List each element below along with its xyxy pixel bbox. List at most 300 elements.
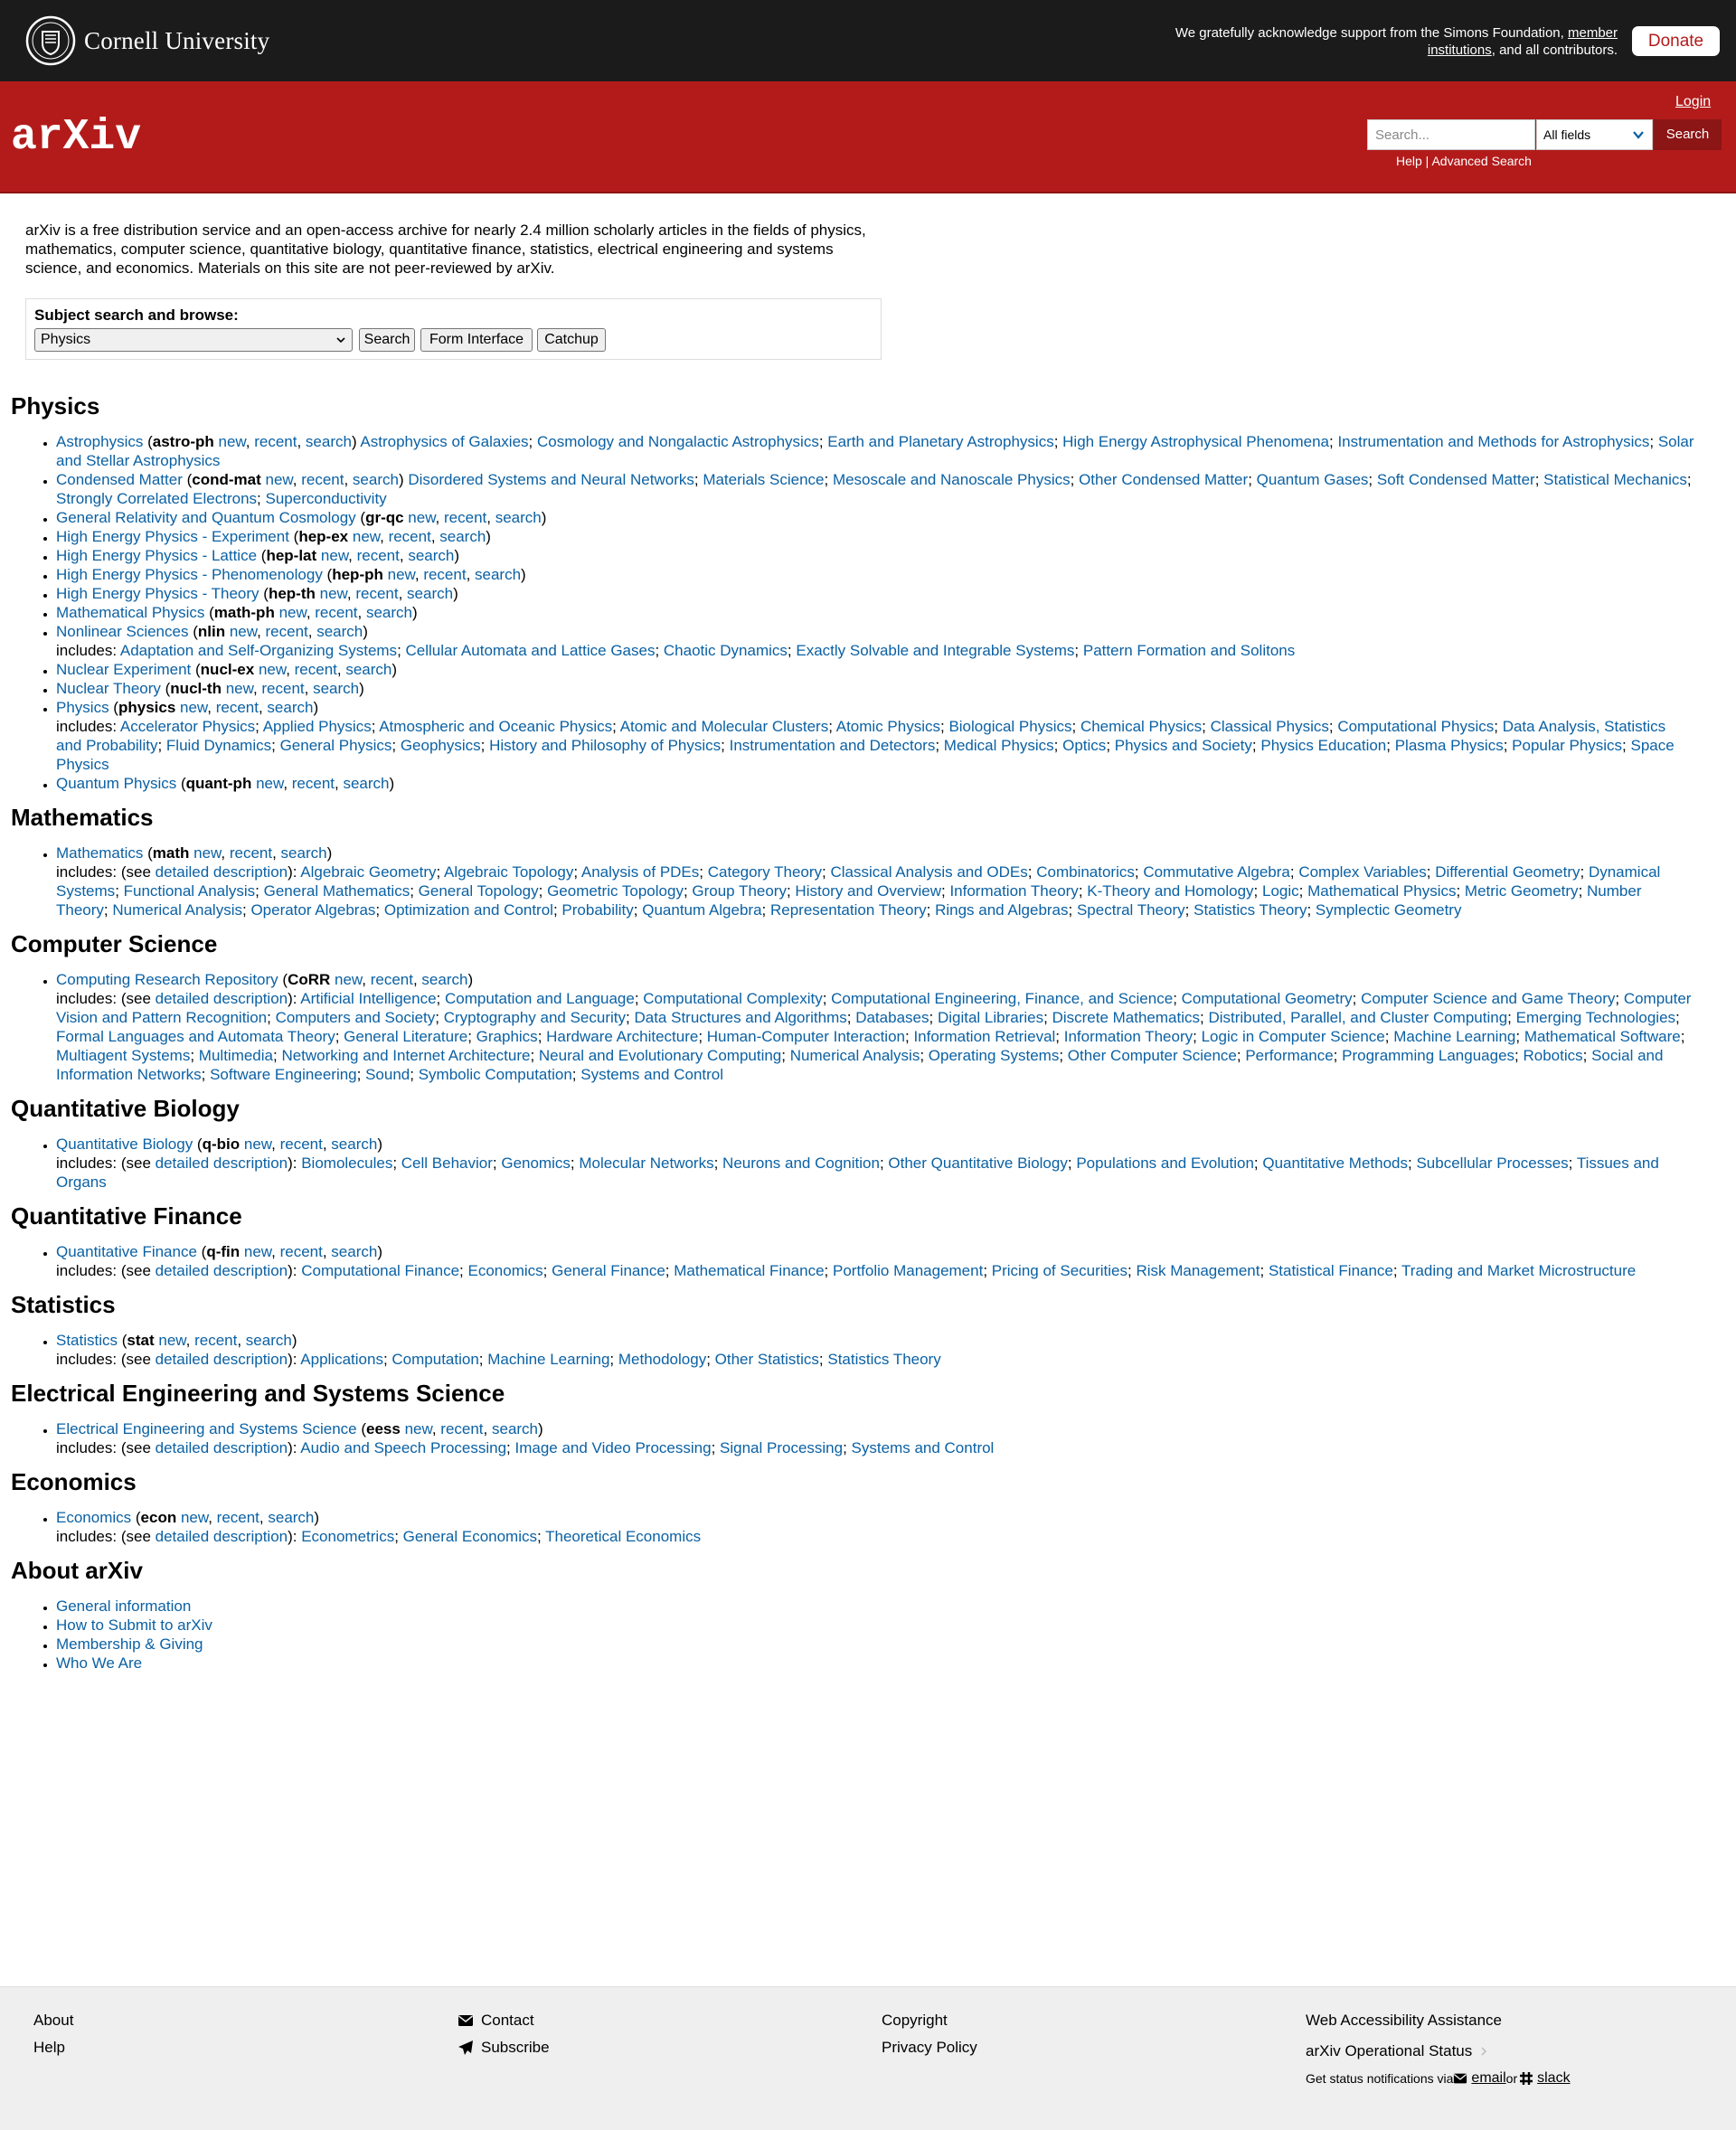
- about-link[interactable]: How to Submit to arXiv: [56, 1616, 212, 1634]
- subcategory-link[interactable]: Signal Processing: [720, 1439, 844, 1456]
- subcategory-link[interactable]: Computer Vision and Pattern Recognition: [56, 990, 1692, 1026]
- search-link[interactable]: search: [313, 680, 360, 697]
- subcategory-link[interactable]: Populations and Evolution: [1076, 1155, 1254, 1172]
- new-link[interactable]: new: [193, 844, 222, 862]
- footer-subscribe-link[interactable]: Subscribe: [481, 2039, 550, 2056]
- subcategory-link[interactable]: Programming Languages: [1342, 1047, 1515, 1064]
- subcategory-link[interactable]: Accelerator Physics: [119, 718, 256, 735]
- see-close-label: ):: [288, 1528, 302, 1545]
- subcategory-link[interactable]: Portfolio Management: [833, 1262, 984, 1279]
- search-link[interactable]: search: [408, 547, 455, 564]
- category-abbr: astro-ph: [152, 433, 214, 450]
- subcategory-link[interactable]: Human-Computer Interaction: [706, 1028, 905, 1045]
- subcategory-link[interactable]: Applications: [300, 1351, 383, 1368]
- subcategory-link[interactable]: Popular Physics: [1512, 737, 1623, 754]
- subcategory-link[interactable]: Rings and Algebras: [935, 901, 1069, 919]
- footer-help-link[interactable]: Help: [33, 2039, 65, 2056]
- notify-or: or: [1505, 2071, 1518, 2086]
- subcategory-link[interactable]: General Economics: [402, 1528, 537, 1545]
- recent-link[interactable]: recent: [388, 528, 431, 545]
- subcategory-link[interactable]: Molecular Networks: [579, 1155, 714, 1172]
- footer-col-4: [1306, 2007, 1571, 2092]
- subcategory-link[interactable]: Statistics Theory: [827, 1351, 941, 1368]
- subcategory-link[interactable]: Methodology: [618, 1351, 707, 1368]
- subcategory-link[interactable]: Image and Video Processing: [514, 1439, 712, 1456]
- subcategory-link[interactable]: Computational Finance: [301, 1262, 460, 1279]
- category-link[interactable]: Statistics: [56, 1332, 118, 1349]
- category-link[interactable]: Mathematical Physics: [56, 604, 205, 621]
- category-listing: [0, 389, 1736, 1680]
- new-link[interactable]: new: [243, 1136, 272, 1153]
- subcategory-link[interactable]: Computers and Society: [275, 1009, 436, 1026]
- subcategory-link[interactable]: Performance: [1245, 1047, 1334, 1064]
- help-separator: |: [1421, 154, 1432, 168]
- subcategory-link[interactable]: Numerical Analysis: [112, 901, 242, 919]
- search-link[interactable]: search: [331, 1243, 378, 1260]
- footer-accessibility-link[interactable]: Web Accessibility Assistance: [1306, 2012, 1502, 2029]
- donate-button[interactable]: Donate: [1632, 26, 1720, 56]
- category-link[interactable]: Economics: [56, 1509, 132, 1526]
- list-item: • Condensed Matter (cond-mat new, recent, search) Disordered Systems and Neural Networks; Materials Science; Mesoscale and Nanoscale Physics; Other Condensed Matter; Quantum Gases; Soft Condensed Matter; Statistical Mechanics; Strongly Correlated Electrons; Superconductivity: [56, 470, 1694, 508]
- subcategory-link[interactable]: Geophysics: [400, 737, 481, 754]
- category-link[interactable]: Condensed Matter: [56, 471, 183, 488]
- subcategory-link[interactable]: Group Theory: [692, 882, 787, 900]
- subcategory-link[interactable]: Cryptography and Security: [443, 1009, 627, 1026]
- new-link[interactable]: new: [258, 661, 287, 678]
- subcategory-link[interactable]: Networking and Internet Architecture: [281, 1047, 531, 1064]
- recent-link[interactable]: recent: [265, 623, 308, 640]
- subcategory-link[interactable]: Computation: [392, 1351, 479, 1368]
- search-link[interactable]: search: [280, 844, 327, 862]
- detailed-description-link[interactable]: detailed description: [155, 863, 288, 881]
- subcategory-link[interactable]: Computer Science and Game Theory: [1361, 990, 1616, 1007]
- subcategory-link[interactable]: Exactly Solvable and Integrable Systems: [796, 642, 1075, 659]
- see-close-label: ):: [288, 990, 301, 1007]
- subcategory-link[interactable]: Databases: [855, 1009, 929, 1026]
- category-link[interactable]: Quantitative Finance: [56, 1243, 197, 1260]
- subcategory-link[interactable]: Economics: [467, 1262, 543, 1279]
- new-link[interactable]: new: [404, 1420, 432, 1437]
- search-link[interactable]: search: [439, 528, 486, 545]
- recent-link[interactable]: recent: [355, 585, 399, 602]
- recent-link[interactable]: recent: [444, 509, 487, 526]
- new-link[interactable]: new: [387, 566, 415, 583]
- footer-copyright-link[interactable]: Copyright: [882, 2012, 948, 2029]
- recent-link[interactable]: recent: [294, 661, 337, 678]
- subcategory-link[interactable]: Logic in Computer Science: [1201, 1028, 1385, 1045]
- subcategory-link[interactable]: Superconductivity: [265, 490, 387, 507]
- subcategory-link[interactable]: Statistics Theory: [1194, 901, 1307, 919]
- subcategory-link[interactable]: Other Quantitative Biology: [888, 1155, 1068, 1172]
- subcategory-link[interactable]: Plasma Physics: [1394, 737, 1504, 754]
- subcategory-link[interactable]: General Topology: [418, 882, 539, 900]
- subcategory-link[interactable]: Cellular Automata and Lattice Gases: [405, 642, 656, 659]
- search-link[interactable]: search: [305, 433, 352, 450]
- about-link[interactable]: Who We Are: [56, 1654, 143, 1672]
- subcategory-link[interactable]: Distributed, Parallel, and Cluster Computing: [1208, 1009, 1508, 1026]
- subcategory-link[interactable]: Combinatorics: [1036, 863, 1135, 881]
- search-link[interactable]: search: [245, 1332, 292, 1349]
- recent-link[interactable]: recent: [423, 566, 467, 583]
- subcategory-link[interactable]: Physics Education: [1260, 737, 1387, 754]
- subcategory-link[interactable]: Biomolecules: [301, 1155, 393, 1172]
- see-label: (see: [120, 990, 156, 1007]
- subcategory-link[interactable]: Quantum Gases: [1256, 471, 1369, 488]
- subcategory-link[interactable]: Digital Libraries: [937, 1009, 1044, 1026]
- subcategory-link[interactable]: Artificial Intelligence: [300, 990, 437, 1007]
- cornell-university-name[interactable]: Cornell University: [84, 27, 270, 54]
- subcategory-link[interactable]: Computational Geometry: [1181, 990, 1353, 1007]
- subcategory-link[interactable]: Spectral Theory: [1076, 901, 1185, 919]
- footer-contact-link[interactable]: Contact: [481, 2012, 534, 2029]
- new-link[interactable]: new: [218, 433, 246, 450]
- subcategory-link[interactable]: Geometric Topology: [547, 882, 684, 900]
- new-link[interactable]: new: [229, 623, 258, 640]
- search-link[interactable]: search: [365, 604, 412, 621]
- subcategory-link[interactable]: Classical Analysis and ODEs: [830, 863, 1028, 881]
- subcategory-link[interactable]: Robotics: [1523, 1047, 1583, 1064]
- catchup-button[interactable]: Catchup: [537, 328, 606, 352]
- search-link[interactable]: search: [268, 1509, 315, 1526]
- category-link[interactable]: Nuclear Experiment: [56, 661, 192, 678]
- form-interface-button[interactable]: Form Interface: [420, 328, 533, 352]
- subcategory-link[interactable]: Information Theory: [1063, 1028, 1194, 1045]
- recent-link[interactable]: recent: [261, 680, 305, 697]
- list-item: • Astrophysics (astro-ph new, recent, search) Astrophysics of Galaxies; Cosmology and Nongalactic Astrophysics; Earth and Planetary Astrophysics; High Energy Astrophysical Phenomena; Instrumentation and Methods for Astrophysics; Solar and Stellar Astrophysics: [56, 432, 1694, 470]
- footer-status-link[interactable]: arXiv Operational Status: [1306, 2042, 1473, 2059]
- new-link[interactable]: new: [320, 547, 349, 564]
- category-link[interactable]: Nonlinear Sciences: [56, 623, 189, 640]
- subcategory-link[interactable]: K-Theory and Homology: [1087, 882, 1254, 900]
- subcategory-link[interactable]: Machine Learning: [487, 1351, 610, 1368]
- subcategory-link[interactable]: Symbolic Computation: [418, 1066, 572, 1083]
- recent-link[interactable]: recent: [356, 547, 400, 564]
- subcategory-link[interactable]: Neural and Evolutionary Computing: [538, 1047, 782, 1064]
- subcategory-link[interactable]: Other Statistics: [714, 1351, 819, 1368]
- recent-link[interactable]: recent: [254, 433, 297, 450]
- subcategory-link[interactable]: Systems and Control: [580, 1066, 724, 1083]
- subcategory-link[interactable]: Symplectic Geometry: [1315, 901, 1462, 919]
- subcategory-link[interactable]: Optics: [1062, 737, 1107, 754]
- arxiv-header: [0, 81, 1736, 193]
- subcategory-link[interactable]: Data Structures and Algorithms: [634, 1009, 847, 1026]
- search-link[interactable]: search: [331, 1136, 378, 1153]
- recent-link[interactable]: recent: [440, 1420, 484, 1437]
- search-link[interactable]: search: [421, 971, 468, 988]
- search-link[interactable]: search: [407, 585, 454, 602]
- new-link[interactable]: new: [352, 528, 381, 545]
- subcategory-link[interactable]: Adaptation and Self-Organizing Systems: [119, 642, 398, 659]
- detailed-description-link[interactable]: detailed description: [155, 990, 288, 1007]
- subcategory-link[interactable]: Operating Systems: [928, 1047, 1060, 1064]
- category-list: [11, 1419, 1694, 1457]
- subcategory-link[interactable]: Solar and Stellar Astrophysics: [56, 433, 1694, 469]
- subcategory-link[interactable]: Tissues and Organs: [56, 1155, 1659, 1191]
- subcategory-link[interactable]: Hardware Architecture: [546, 1028, 699, 1045]
- arxiv-logo[interactable]: [11, 108, 166, 163]
- footer-about-link[interactable]: About: [33, 2012, 74, 2029]
- subcategory-link[interactable]: Mathematical Software: [1524, 1028, 1681, 1045]
- detailed-description-link[interactable]: detailed description: [155, 1528, 288, 1545]
- subcategory-link[interactable]: Strongly Correlated Electrons: [56, 490, 258, 507]
- subcategory-link[interactable]: Genomics: [501, 1155, 571, 1172]
- recent-link[interactable]: recent: [215, 699, 259, 716]
- subcategory-link[interactable]: Chaotic Dynamics: [663, 642, 788, 659]
- subcategory-link[interactable]: Complex Variables: [1298, 863, 1427, 881]
- advanced-search-link[interactable]: Advanced Search: [1431, 154, 1532, 168]
- see-label: (see: [120, 1528, 156, 1545]
- new-link[interactable]: new: [180, 1509, 209, 1526]
- subcategory-link[interactable]: Mesoscale and Nanoscale Physics: [832, 471, 1071, 488]
- subcategory-link[interactable]: Multiagent Systems: [56, 1047, 191, 1064]
- category-link[interactable]: Astrophysics: [56, 433, 144, 450]
- subcategory-link[interactable]: Algebraic Geometry: [300, 863, 437, 881]
- detailed-description-link[interactable]: detailed description: [155, 1262, 288, 1279]
- category-abbr: gr-qc: [365, 509, 404, 526]
- paper-plane-icon: [458, 2040, 474, 2056]
- subcategory-link[interactable]: Numerical Analysis: [789, 1047, 920, 1064]
- category-abbr: hep-lat: [266, 547, 317, 564]
- subcategory-link[interactable]: Instrumentation and Detectors: [729, 737, 936, 754]
- list-item: • Quantum Physics (quant-ph new, recent, search): [56, 774, 1694, 793]
- list-item: • Nonlinear Sciences (nlin new, recent, search) includes: Adaptation and Self-Organizing Systems; Cellular Automata and Lattice Gases; Chaotic Dynamics; Exactly Solvable and Integrable Systems; Pattern Formation and Solitons: [56, 622, 1694, 660]
- subcategory-link[interactable]: Information Retrieval: [913, 1028, 1056, 1045]
- notify-text: Get status notifications via: [1306, 2071, 1454, 2086]
- category-link[interactable]: Electrical Engineering and Systems Science: [56, 1420, 357, 1437]
- subcategory-link[interactable]: Differential Geometry: [1435, 863, 1580, 881]
- subcategory-link[interactable]: Dynamical Systems: [56, 863, 1661, 900]
- search-link[interactable]: search: [345, 661, 392, 678]
- subcategory-link[interactable]: Cosmology and Nongalactic Astrophysics: [537, 433, 819, 450]
- subcategory-link[interactable]: Computational Physics: [1337, 718, 1495, 735]
- subcategory-link[interactable]: Econometrics: [301, 1528, 395, 1545]
- subject-search-button[interactable]: Search: [359, 328, 415, 352]
- subcategory-link[interactable]: Quantum Algebra: [642, 901, 762, 919]
- new-link[interactable]: new: [243, 1243, 272, 1260]
- subcategory-link[interactable]: Chemical Physics: [1080, 718, 1203, 735]
- subcategory-link[interactable]: Other Computer Science: [1067, 1047, 1237, 1064]
- category-abbr: hep-ex: [298, 528, 349, 545]
- recent-link[interactable]: recent: [229, 844, 273, 862]
- subcategory-link[interactable]: Astrophysics of Galaxies: [360, 433, 529, 450]
- category-link[interactable]: High Energy Physics - Experiment: [56, 528, 289, 545]
- subcategory-link[interactable]: Optimization and Control: [383, 901, 553, 919]
- subcategory-link[interactable]: Emerging Technologies: [1515, 1009, 1676, 1026]
- category-link[interactable]: Mathematics: [56, 844, 144, 862]
- subcategory-link[interactable]: Metric Geometry: [1464, 882, 1579, 900]
- category-list: [11, 1331, 1694, 1369]
- section-title: Statistics: [11, 1291, 116, 1318]
- subcategory-link[interactable]: Medical Physics: [943, 737, 1054, 754]
- category-link[interactable]: Computing Research Repository: [56, 971, 278, 988]
- subcategory-link[interactable]: Disordered Systems and Neural Networks: [408, 471, 694, 488]
- subcategory-link[interactable]: Mathematical Finance: [674, 1262, 825, 1279]
- subcategory-link[interactable]: Physics and Society: [1114, 737, 1252, 754]
- new-link[interactable]: new: [265, 471, 293, 488]
- subcategory-link[interactable]: Subcellular Processes: [1416, 1155, 1569, 1172]
- subcategory-link[interactable]: Category Theory: [707, 863, 823, 881]
- subcategory-link[interactable]: Algebraic Topology: [444, 863, 574, 881]
- footer-privacy-link[interactable]: Privacy Policy: [882, 2039, 977, 2056]
- subcategory-link[interactable]: Systems and Control: [851, 1439, 995, 1456]
- recent-link[interactable]: recent: [315, 604, 358, 621]
- subcategory-link[interactable]: Computation and Language: [444, 990, 635, 1007]
- category-link[interactable]: High Energy Physics - Theory: [56, 585, 259, 602]
- search-link[interactable]: search: [316, 623, 363, 640]
- recent-link[interactable]: recent: [194, 1332, 238, 1349]
- new-link[interactable]: new: [180, 699, 208, 716]
- subcategory-link[interactable]: Information Theory: [949, 882, 1079, 900]
- subcategory-link[interactable]: History and Philosophy of Physics: [489, 737, 722, 754]
- subcategory-link[interactable]: Number Theory: [56, 882, 1642, 919]
- header-search-button[interactable]: Search: [1654, 119, 1722, 150]
- recent-link[interactable]: recent: [370, 971, 413, 988]
- search-link[interactable]: search: [495, 509, 542, 526]
- footer-col-3: [882, 2007, 977, 2061]
- category-link[interactable]: Physics: [56, 699, 109, 716]
- subcategory-link[interactable]: Mathematical Physics: [1307, 882, 1457, 900]
- subcategory-link[interactable]: General Literature: [344, 1028, 468, 1045]
- subcategory-link[interactable]: Computational Engineering, Finance, and Science: [831, 990, 1174, 1007]
- category-link[interactable]: Quantum Physics: [56, 775, 177, 792]
- subcategory-link[interactable]: Statistical Mechanics: [1543, 471, 1687, 488]
- subcategory-link[interactable]: Neurons and Cognition: [722, 1155, 880, 1172]
- subcategory-link[interactable]: History and Overview: [795, 882, 941, 900]
- new-link[interactable]: new: [319, 585, 347, 602]
- subcategory-link[interactable]: Theoretical Economics: [545, 1528, 702, 1545]
- search-link[interactable]: search: [491, 1420, 539, 1437]
- about-link[interactable]: Membership & Giving: [56, 1635, 203, 1653]
- subcategory-link[interactable]: Atomic and Molecular Clusters: [619, 718, 829, 735]
- subcategory-link[interactable]: Atmospheric and Oceanic Physics: [379, 718, 613, 735]
- subcategory-link[interactable]: Statistical Finance: [1268, 1262, 1393, 1279]
- new-link[interactable]: new: [256, 775, 284, 792]
- subcategory-link[interactable]: Software Engineering: [210, 1066, 357, 1083]
- subcategory-link[interactable]: General Finance: [552, 1262, 665, 1279]
- subcategory-link[interactable]: Machine Learning: [1393, 1028, 1516, 1045]
- search-link[interactable]: search: [343, 775, 390, 792]
- category-link[interactable]: Quantitative Biology: [56, 1136, 193, 1153]
- help-link[interactable]: Help: [1396, 154, 1422, 168]
- subcategory-link[interactable]: Commutative Algebra: [1143, 863, 1290, 881]
- chevron-down-icon: [335, 335, 346, 345]
- subcategory-link[interactable]: Trading and Market Microstructure: [1401, 1262, 1637, 1279]
- category-link[interactable]: High Energy Physics - Phenomenology: [56, 566, 323, 583]
- search-field-select[interactable]: [1536, 119, 1653, 150]
- section-title: Electrical Engineering and Systems Science: [11, 1380, 505, 1407]
- subcategory-link[interactable]: Biological Physics: [948, 718, 1072, 735]
- new-link[interactable]: new: [278, 604, 307, 621]
- search-link[interactable]: search: [352, 471, 399, 488]
- subcategory-link[interactable]: Cell Behavior: [401, 1155, 493, 1172]
- new-link[interactable]: new: [408, 509, 436, 526]
- subcategory-link[interactable]: High Energy Astrophysical Phenomena: [1062, 433, 1329, 450]
- detailed-description-link[interactable]: detailed description: [155, 1439, 288, 1456]
- search-link[interactable]: search: [475, 566, 522, 583]
- footer: [0, 1986, 1736, 2130]
- new-link[interactable]: new: [158, 1332, 186, 1349]
- new-link[interactable]: new: [335, 971, 363, 988]
- recent-link[interactable]: recent: [279, 1136, 323, 1153]
- subcategory-link[interactable]: General Physics: [279, 737, 392, 754]
- search-link[interactable]: search: [267, 699, 314, 716]
- subcategory-link[interactable]: Computational Complexity: [643, 990, 823, 1007]
- subcategory-link[interactable]: Probability: [561, 901, 634, 919]
- subject-browse-title: Subject search and browse:: [34, 306, 239, 324]
- subcategory-link[interactable]: Classical Physics: [1210, 718, 1329, 735]
- subcategory-link[interactable]: Quantitative Methods: [1262, 1155, 1409, 1172]
- subcategory-link[interactable]: Applied Physics: [262, 718, 372, 735]
- subcategory-link[interactable]: Risk Management: [1136, 1262, 1260, 1279]
- subcategory-link[interactable]: Operator Algebras: [250, 901, 376, 919]
- category-link[interactable]: General Relativity and Quantum Cosmology: [56, 509, 356, 526]
- cornell-seal-icon[interactable]: [25, 15, 76, 66]
- subcategory-link[interactable]: Logic: [1261, 882, 1299, 900]
- member-institutions-link[interactable]: member institutions: [1427, 25, 1618, 58]
- subcategory-link[interactable]: Audio and Speech Processing: [300, 1439, 507, 1456]
- subcategory-link[interactable]: Discrete Mathematics: [1052, 1009, 1200, 1026]
- recent-link[interactable]: recent: [216, 1509, 259, 1526]
- recent-link[interactable]: recent: [279, 1243, 323, 1260]
- subcategory-link[interactable]: General Mathematics: [263, 882, 410, 900]
- notify-email-link[interactable]: email: [1471, 2070, 1506, 2086]
- subcategory-link[interactable]: Fluid Dynamics: [165, 737, 272, 754]
- subcategory-link[interactable]: Representation Theory: [770, 901, 927, 919]
- subcategory-link[interactable]: Functional Analysis: [123, 882, 256, 900]
- chevron-down-icon: [1632, 128, 1645, 141]
- list-item: • Quantitative Finance (q-fin new, recent, search) includes: (see detailed description): Computational Finance; Economics; General Finance; Mathematical Finance; Portfolio Management; Pricing of Securities; Risk Management; Statistical Finance; Trading and Market Microstructure: [56, 1242, 1694, 1280]
- subcategory-link[interactable]: Sound: [365, 1066, 410, 1083]
- detailed-description-link[interactable]: detailed description: [155, 1155, 288, 1172]
- section-title: About arXiv: [11, 1557, 143, 1584]
- section-0: [11, 389, 1736, 793]
- subcategory-link[interactable]: Soft Condensed Matter: [1376, 471, 1535, 488]
- category-abbr: physics: [118, 699, 176, 716]
- subcategory-link[interactable]: Materials Science: [703, 471, 825, 488]
- subcategory-link[interactable]: Analysis of PDEs: [580, 863, 700, 881]
- subcategory-link[interactable]: Pattern Formation and Solitons: [1082, 642, 1296, 659]
- subject-select[interactable]: [34, 328, 353, 352]
- subcategory-link[interactable]: Social and Information Networks: [56, 1047, 1664, 1083]
- notify-slack-link[interactable]: slack: [1537, 2070, 1571, 2086]
- category-abbr: econ: [140, 1509, 177, 1526]
- recent-link[interactable]: recent: [301, 471, 344, 488]
- category-link[interactable]: High Energy Physics - Lattice: [56, 547, 258, 564]
- subcategory-link[interactable]: Multimedia: [198, 1047, 273, 1064]
- see-close-label: ):: [288, 1155, 302, 1172]
- subcategory-link[interactable]: Data Analysis, Statistics and Probability: [56, 718, 1666, 754]
- section-4: [11, 1199, 1736, 1280]
- category-link[interactable]: Nuclear Theory: [56, 680, 161, 697]
- detailed-description-link[interactable]: detailed description: [155, 1351, 288, 1368]
- login-link[interactable]: Login: [1675, 94, 1712, 109]
- envelope-icon: [458, 2012, 474, 2029]
- search-input[interactable]: Search...: [1367, 119, 1535, 150]
- subcategory-link[interactable]: Atomic Physics: [835, 718, 940, 735]
- subcategory-link[interactable]: Instrumentation and Methods for Astrophysics: [1337, 433, 1650, 450]
- subcategory-link[interactable]: Pricing of Securities: [991, 1262, 1128, 1279]
- subcategory-link[interactable]: Other Condensed Matter: [1079, 471, 1249, 488]
- about-link[interactable]: General information: [56, 1598, 192, 1615]
- subcategory-link[interactable]: Earth and Planetary Astrophysics: [827, 433, 1054, 450]
- subcategory-link[interactable]: Formal Languages and Automata Theory: [56, 1028, 335, 1045]
- category-abbr: hep-th: [268, 585, 316, 602]
- new-link[interactable]: new: [225, 680, 253, 697]
- subcategory-link[interactable]: Graphics: [476, 1028, 538, 1045]
- recent-link[interactable]: recent: [291, 775, 335, 792]
- list-item: • High Energy Physics - Experiment (hep-ex new, recent, search): [56, 527, 1694, 546]
- subcategory-link[interactable]: Space Physics: [56, 737, 1675, 773]
